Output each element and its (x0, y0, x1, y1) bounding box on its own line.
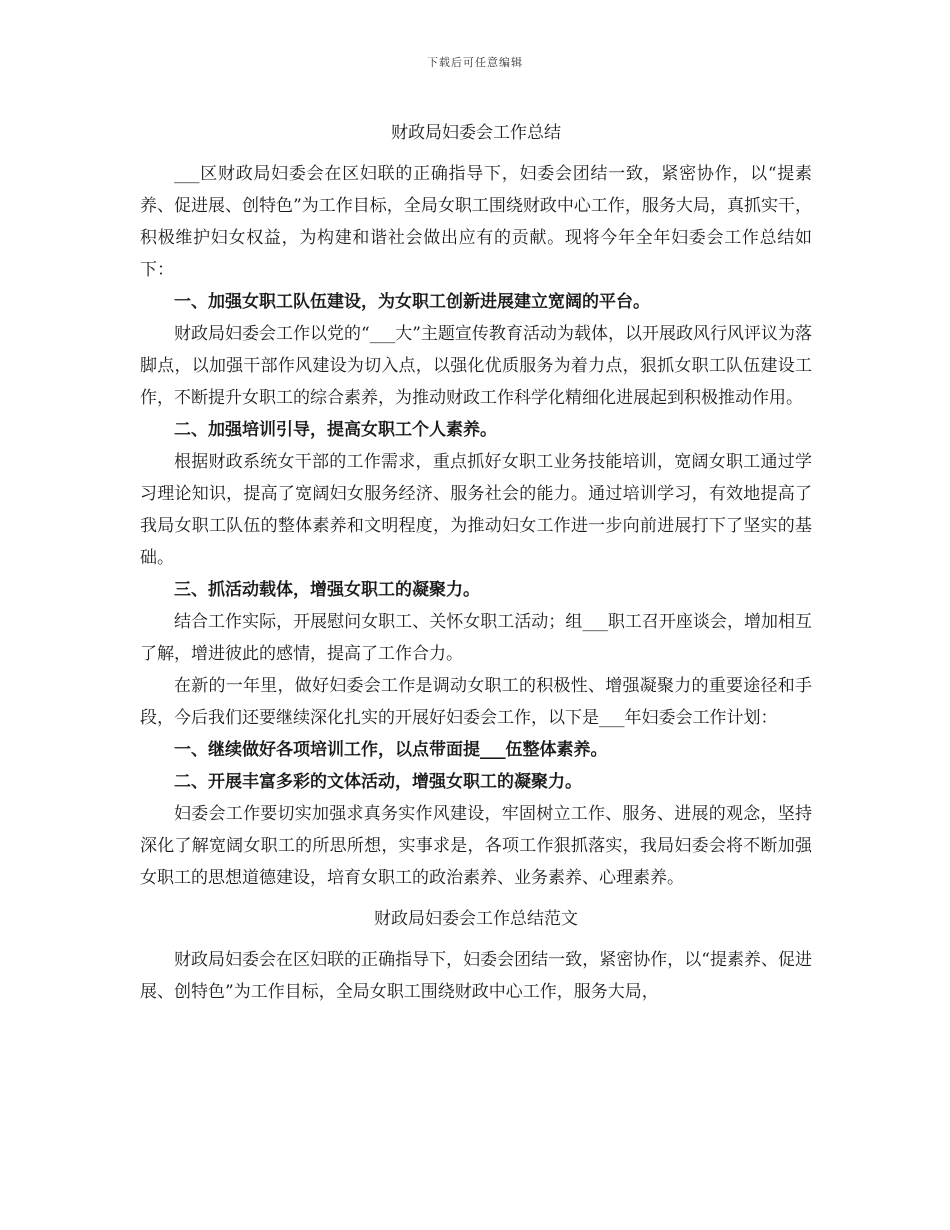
header-note: 下载后可任意编辑 (427, 56, 523, 69)
plan-paragraph: 妇委会工作要切实加强求真务实作风建设，牢固树立工作、服务、进展的观念，坚持深化了解宽阔女职工的所思所想，实事求是，各项工作狠抓落实，我局妇委会将不断加强女职工的思想道德建设，培育女职工的政治素养、业务素养、心理素养。 (140, 804, 812, 888)
section-heading-3: 三、抓活动载体，增强女职工的凝聚力。 (174, 580, 480, 600)
second-document-title: 财政局妇委会工作总结范文 (374, 909, 578, 929)
section-paragraph-3: 结合工作实际，开展慰问女职工、关怀女职工活动；组___职工召开座谈会，增加相互了解，增进彼此的感情，提高了工作合力。 (140, 612, 812, 664)
section-paragraph-2: 根据财政系统女干部的工作需求，重点抓好女职工业务技能培训，宽阔女职工通过学习理论知识，提高了宽阔妇女服务经济、服务社会的能力。通过培训学习，有效地提高了我局女职工队伍的整体素养和文明程度，为推动妇女工作进一步向前进展打下了坚实的基础。 (140, 452, 812, 568)
section-paragraph-1: 财政局妇委会工作以党的“___大”主题宣传教育活动为载体，以开展政风行风评议为落脚点，以加强干部作风建设为切入点，以强化优质服务为着力点，狠抓女职工队伍建设工作，不断提升女职工的综合素养，为推动财政工作科学化精细化进展起到积极推动作用。 (140, 324, 812, 408)
section-heading-2: 二、加强培训引导，提高女职工个人素养。 (174, 420, 497, 440)
document-body (140, 118, 812, 1008)
document-title: 财政局妇委会工作总结 (391, 123, 561, 143)
plan-heading-1: 一、继续做好各项培训工作，以点带面提___伍整体素养。 (174, 740, 608, 760)
plan-intro-paragraph: 在新的一年里，做好妇委会工作是调动女职工的积极性、增强凝聚力的重要途径和手段，今后我们还要继续深化扎实的开展好妇委会工作，以下是___年妇委会工作计划： (140, 676, 812, 728)
intro-paragraph: ___区财政局妇委会在区妇联的正确指导下，妇委会团结一致，紧密协作，以“提素养、促进展、创特色”为工作目标，全局女职工围绕财政中心工作，服务大局，真抓实干，积极维护妇女权益，为构建和谐社会做出应有的贡献。现将今年全年妇委会工作总结如下： (140, 164, 812, 280)
plan-heading-2: 二、开展丰富多彩的文体活动，增强女职工的凝聚力。 (174, 772, 582, 792)
second-intro-paragraph: 财政局妇委会在区妇联的正确指导下，妇委会团结一致，紧密协作，以“提素养、促进展、创特色”为工作目标，全局女职工围绕财政中心工作，服务大局， (140, 950, 812, 1002)
section-heading-1: 一、加强女职工队伍建设，为女职工创新进展建立宽阔的平台。 (174, 292, 650, 312)
